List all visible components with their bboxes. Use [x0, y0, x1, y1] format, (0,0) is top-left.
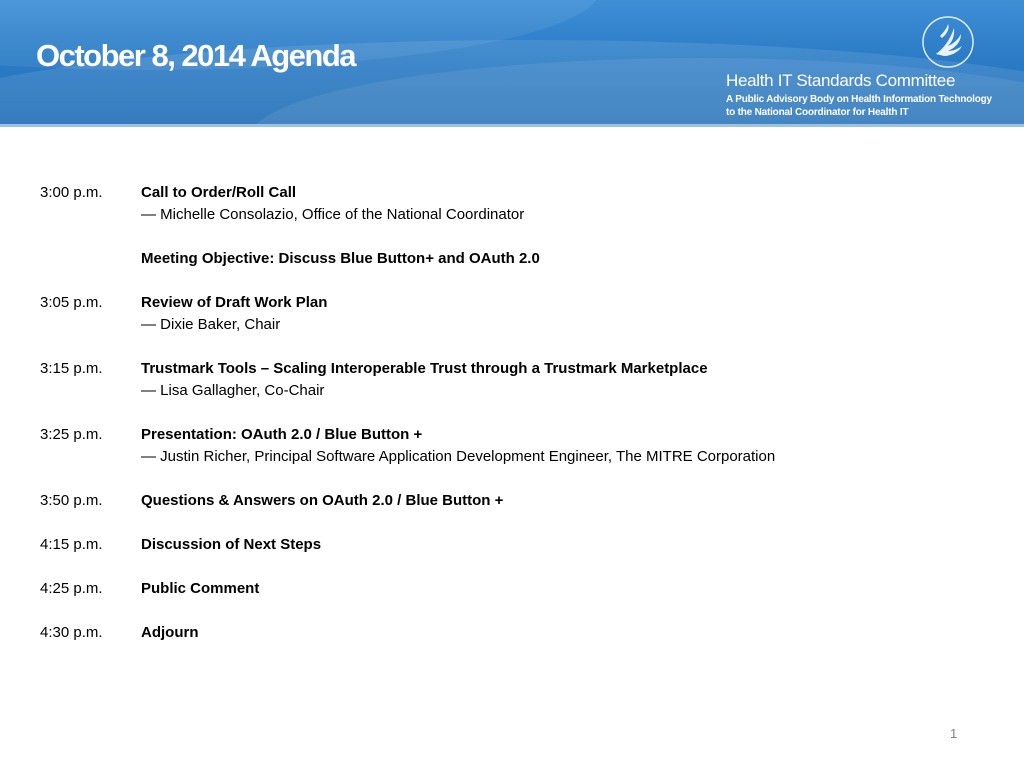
org-name: Health IT Standards Committee [726, 71, 956, 90]
agenda-time: 3:25 p.m. [40, 426, 103, 443]
agenda-item-presenter: — Dixie Baker, Chair [141, 316, 281, 333]
agenda-item [40, 358, 980, 402]
meeting-objective-text: Meeting Objective: Discuss Blue Button+ and OAuth 2.0 [141, 250, 540, 267]
agenda-item-title: Call to Order/Roll Call [141, 184, 297, 201]
page-number: 1 [950, 726, 958, 741]
agenda-item-presenter: — Justin Richer, Principal Software Application Development Engineer, The MITRE Corporation [141, 448, 776, 465]
agenda-item [40, 578, 980, 600]
agenda-item [40, 534, 980, 556]
agenda-item-title: Presentation: OAuth 2.0 / Blue Button + [141, 426, 423, 443]
header-bottom-border [0, 124, 1024, 127]
agenda-item [40, 292, 980, 336]
agenda-item-title: Adjourn [141, 624, 199, 641]
agenda-item [40, 622, 980, 644]
agenda-item-title: Review of Draft Work Plan [141, 294, 328, 311]
agenda-item [40, 424, 980, 468]
agenda-item-title: Trustmark Tools – Scaling Interoperable Trust through a Trustmark Marketplace [141, 360, 708, 377]
agenda-time: 3:00 p.m. [40, 184, 103, 201]
org-subtitle-line2: to the National Coordinator for Health IT [726, 107, 909, 118]
meeting-objective [40, 248, 980, 270]
hhs-eagle-icon [920, 14, 976, 70]
agenda-item-title: Questions & Answers on OAuth 2.0 / Blue Button + [141, 492, 504, 509]
agenda-time: 4:15 p.m. [40, 536, 103, 553]
agenda-time: 4:30 p.m. [40, 624, 103, 641]
agenda-item-presenter: — Lisa Gallagher, Co-Chair [141, 382, 325, 399]
agenda-item [40, 490, 980, 512]
org-subtitle-line1: A Public Advisory Body on Health Information Technology [726, 94, 992, 105]
agenda-item-presenter: — Michelle Consolazio, Office of the National Coordinator [141, 206, 525, 223]
agenda-item-title: Discussion of Next Steps [141, 536, 322, 553]
agenda-item [40, 182, 980, 226]
agenda-time: 3:50 p.m. [40, 492, 103, 509]
agenda-time: 3:05 p.m. [40, 294, 103, 311]
agenda-item-title: Public Comment [141, 580, 260, 597]
agenda-time: 4:25 p.m. [40, 580, 103, 597]
agenda-list [40, 182, 980, 644]
slide-title: October 8, 2014 Agenda [36, 38, 356, 73]
agenda-time: 3:15 p.m. [40, 360, 103, 377]
slide-header [0, 0, 1024, 127]
